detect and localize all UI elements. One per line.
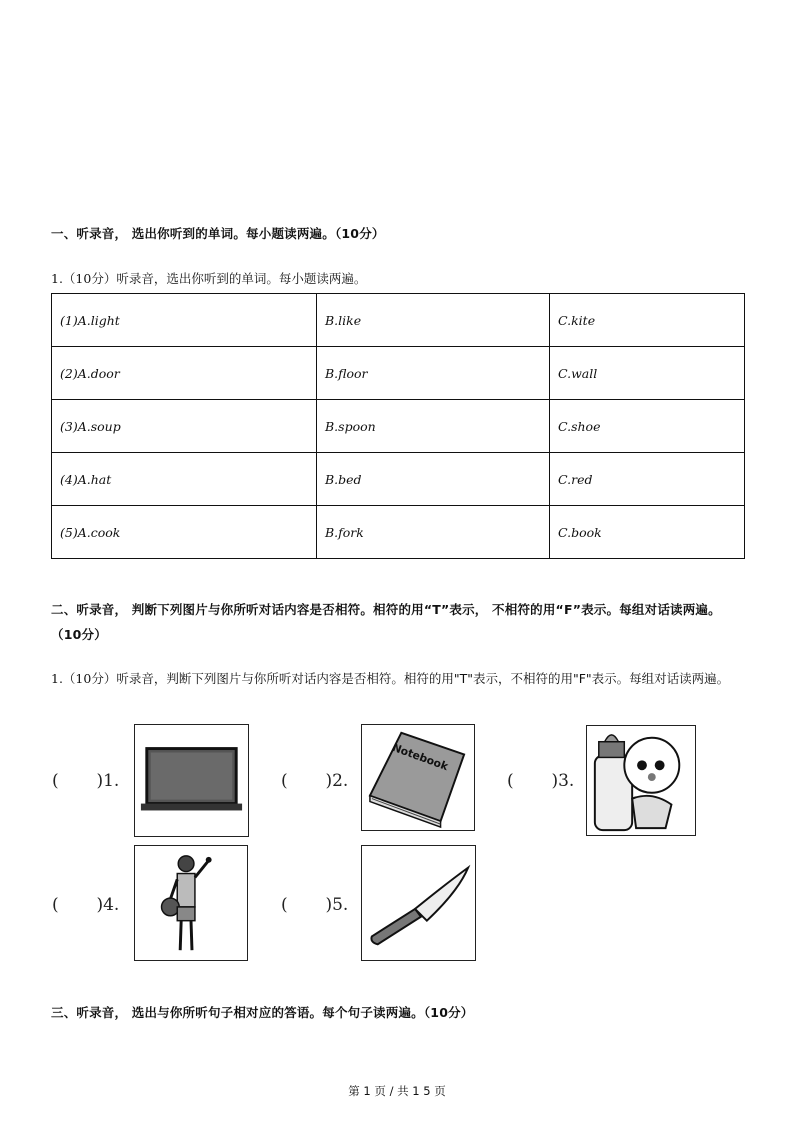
choice-cell: B.spoon	[317, 400, 550, 453]
choice-cell: (1)A.light	[52, 294, 317, 347]
answer-blank-2[interactable]: ( )2.	[281, 771, 349, 791]
question-text: 听录音，判断下列图片与你所听对话内容是否相符。相符的用"T"表示，不相符的用"F"表示。每组对话读两遍。	[116, 671, 730, 686]
section-2-heading: 二、听录音， 判断下列图片与你所听对话内容是否相符。相符的用“T”表示， 不相符的用“F”表示。每组对话读两遍。（10分）	[51, 602, 721, 642]
table-row	[52, 347, 745, 400]
choice-cell: C.book	[550, 506, 745, 559]
notebook-cover-text: Notebook	[390, 740, 450, 774]
choice-cell: (4)A.hat	[52, 453, 317, 506]
baby-bottle-icon	[586, 725, 696, 836]
blackboard-icon	[134, 724, 249, 837]
choice-cell: C.red	[550, 453, 745, 506]
page-footer: 第 1 页 / 共 1 5 页	[348, 1084, 446, 1098]
answer-blank-4[interactable]: ( )4.	[52, 895, 120, 915]
choice-cell: B.bed	[317, 453, 550, 506]
section-1-heading: 一、听录音， 选出你听到的单词。每小题读两遍。（10分）	[51, 226, 385, 241]
choice-cell: C.wall	[550, 347, 745, 400]
basketball-player-icon	[134, 845, 248, 961]
table-row	[52, 453, 745, 506]
knife-icon	[361, 845, 476, 961]
choice-cell: B.floor	[317, 347, 550, 400]
choice-cell: C.kite	[550, 294, 745, 347]
question-number: 1.（10分）	[51, 271, 117, 286]
section-2-question	[51, 666, 746, 691]
table-row	[52, 400, 745, 453]
choice-cell: B.like	[317, 294, 550, 347]
section-1-question	[51, 266, 366, 291]
choice-cell: (5)A.cook	[52, 506, 317, 559]
choice-cell: B.fork	[317, 506, 550, 559]
table-row	[52, 506, 745, 559]
choice-cell: C.shoe	[550, 400, 745, 453]
question-number: 1.（10分）	[51, 671, 117, 686]
notebook-icon	[361, 724, 475, 831]
table-row	[52, 294, 745, 347]
word-choice-table	[51, 293, 745, 559]
choice-cell: (2)A.door	[52, 347, 317, 400]
section-3-heading: 三、听录音， 选出与你所听句子相对应的答语。每个句子读两遍。（10分）	[51, 1005, 474, 1020]
answer-blank-1[interactable]: ( )1.	[52, 771, 120, 791]
answer-blank-3[interactable]: ( )3.	[507, 771, 575, 791]
answer-blank-5[interactable]: ( )5.	[281, 895, 349, 915]
choice-cell: (3)A.soup	[52, 400, 317, 453]
question-text: 听录音，选出你听到的单词。每小题读两遍。	[116, 271, 367, 286]
